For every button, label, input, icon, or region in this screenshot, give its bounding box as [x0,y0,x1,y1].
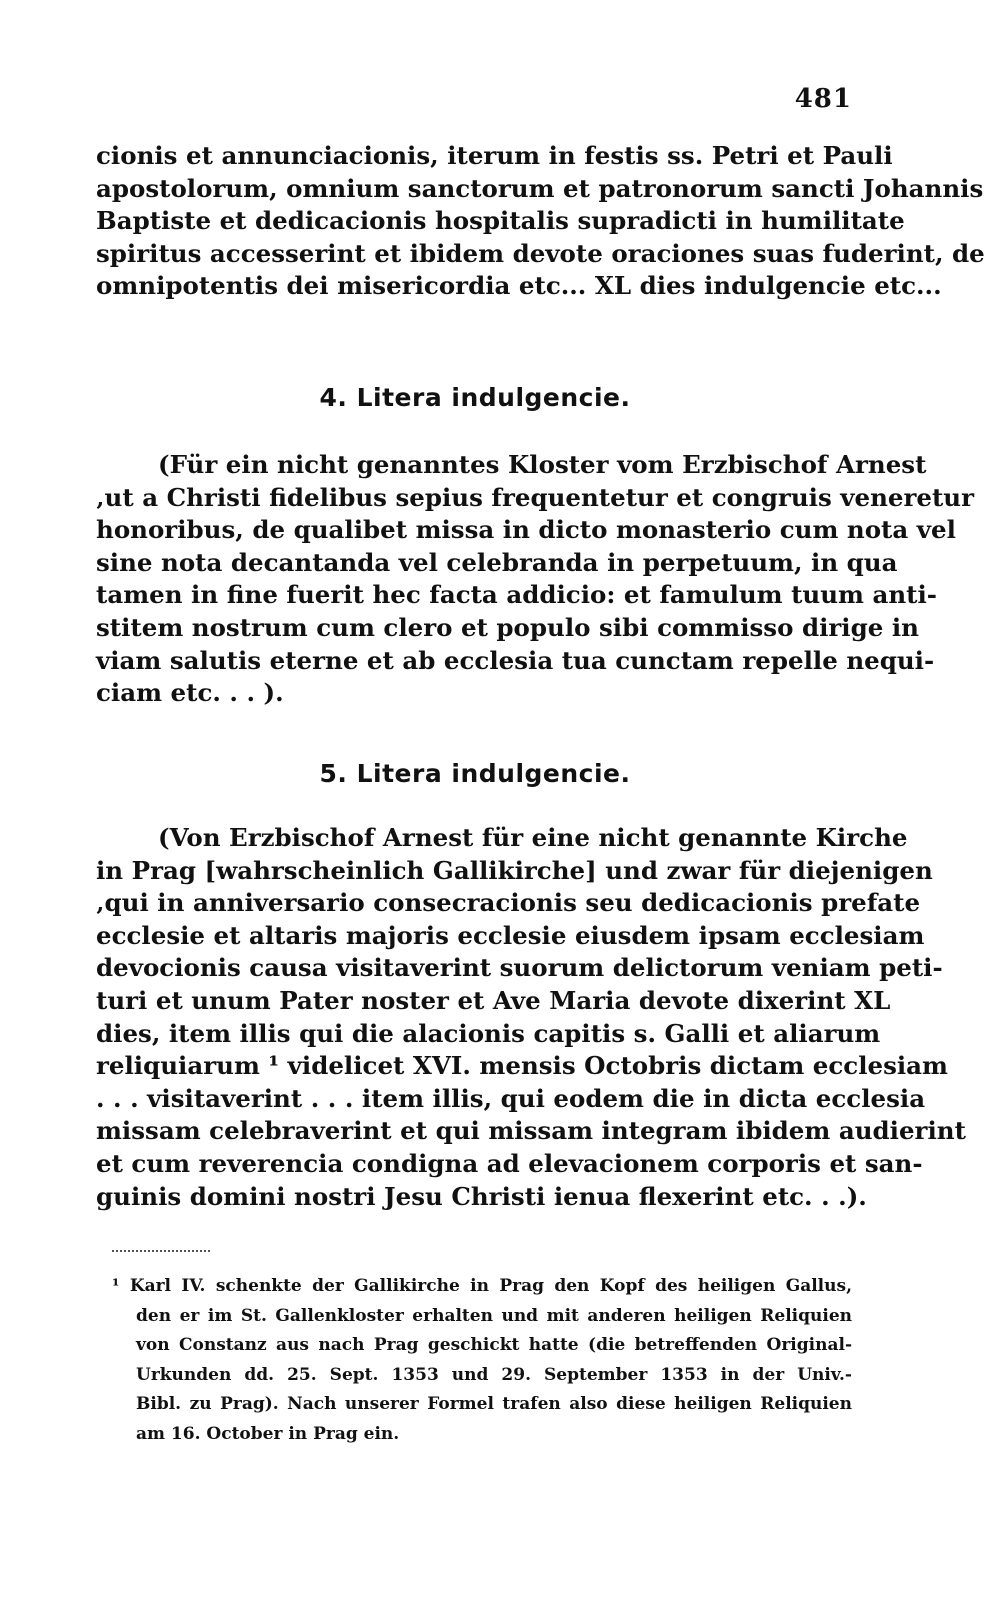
text-line: missam celebraverint et qui missam integram ibidem audierint [96,1116,966,1146]
text-line: spiritus accesserint et ibidem devote oraciones suas fuderint, de [96,238,985,268]
text-line: et cum reverencia condigna ad elevacionem corporis et san- [96,1148,923,1178]
footnote-line: ¹ Karl IV. schenkte der Gallikirche in Prag den Kopf des heiligen Gallus, [112,1276,852,1296]
footnote-line: am 16. October in Prag ein. [136,1423,400,1444]
text-line: turi et unum Pater noster et Ave Maria devote dixerint XL [96,985,891,1015]
footnote [112,1272,852,1450]
text-line: dies, item illis qui die alacionis capitis s. Galli et aliarum [96,1018,881,1048]
text-line: devocionis causa visitaverint suorum delictorum veniam peti- [96,953,943,983]
text-line: tamen in fine fuerit hec facta addicio: et famulum tuum anti- [96,580,937,610]
text-line: ciam etc. . . ). [96,678,284,708]
text-line: guinis domini nostri Jesu Christi ienua flexerint etc. . .). [96,1181,867,1211]
text-line: ‚qui in anniversario consecracionis seu dedicacionis prefate [96,888,921,918]
text-line: stitem nostrum cum clero et populo sibi commisso dirige in [96,612,919,642]
text-line: ‚ut a Christi fidelibus sepius frequentetur et congruis veneretur [96,482,975,512]
text-line: Baptiste et dedicacionis hospitalis supradicti in humilitate [96,206,905,236]
paragraph-section-5 [96,822,966,1213]
page-number: 481 [794,84,852,114]
text-line: sine nota decantanda vel celebranda in perpetuum, in qua [96,547,898,577]
paragraph-section-4 [96,449,975,710]
text-line: in Prag [wahrscheinlich Gallikirche] und zwar für diejenigen [96,855,933,885]
footnote-line: von Constanz aus nach Prag geschickt hatte (die betreffenden Original- [136,1335,852,1356]
text-line: (Von Erzbischof Arnest für eine nicht genannte Kirche [158,823,908,852]
section-heading-4: 4. Litera indulgencie. [319,383,631,412]
text-line: honoribus, de qualibet missa in dicto monasterio cum nota vel [96,515,956,545]
footnote-line: Urkunden dd. 25. Sept. 1353 und 29. September 1353 in der Univ.- [136,1364,852,1385]
text-line: . . . visitaverint . . . item illis, qui eodem die in dicta ecclesia [96,1083,926,1113]
text-line: omnipotentis dei misericordia etc... XL dies indulgencie etc... [96,271,942,301]
text-line: apostolorum, omnium sanctorum et patronorum sancti Johannis [96,173,984,203]
footnote-divider [112,1250,210,1252]
footnote-line: den er im St. Gallenkloster erhalten und mit anderen heiligen Reliquien [136,1305,852,1326]
text-line: ecclesie et altaris majoris ecclesie eiusdem ipsam ecclesiam [96,920,925,950]
text-line: viam salutis eterne et ab ecclesia tua cunctam repelle nequi- [96,645,935,675]
paragraph-continuation [96,140,985,303]
text-line: reliquiarum ¹ videlicet XVI. mensis Octobris dictam ecclesiam [96,1051,948,1081]
section-heading-5: 5. Litera indulgencie. [319,759,631,788]
text-line: cionis et annunciacionis, iterum in festis ss. Petri et Pauli [96,141,893,170]
text-line: (Für ein nicht genanntes Kloster vom Erzbischof Arnest [158,450,927,479]
footnote-line: Bibl. zu Prag). Nach unserer Formel trafen also diese heiligen Reliquien [136,1394,852,1415]
